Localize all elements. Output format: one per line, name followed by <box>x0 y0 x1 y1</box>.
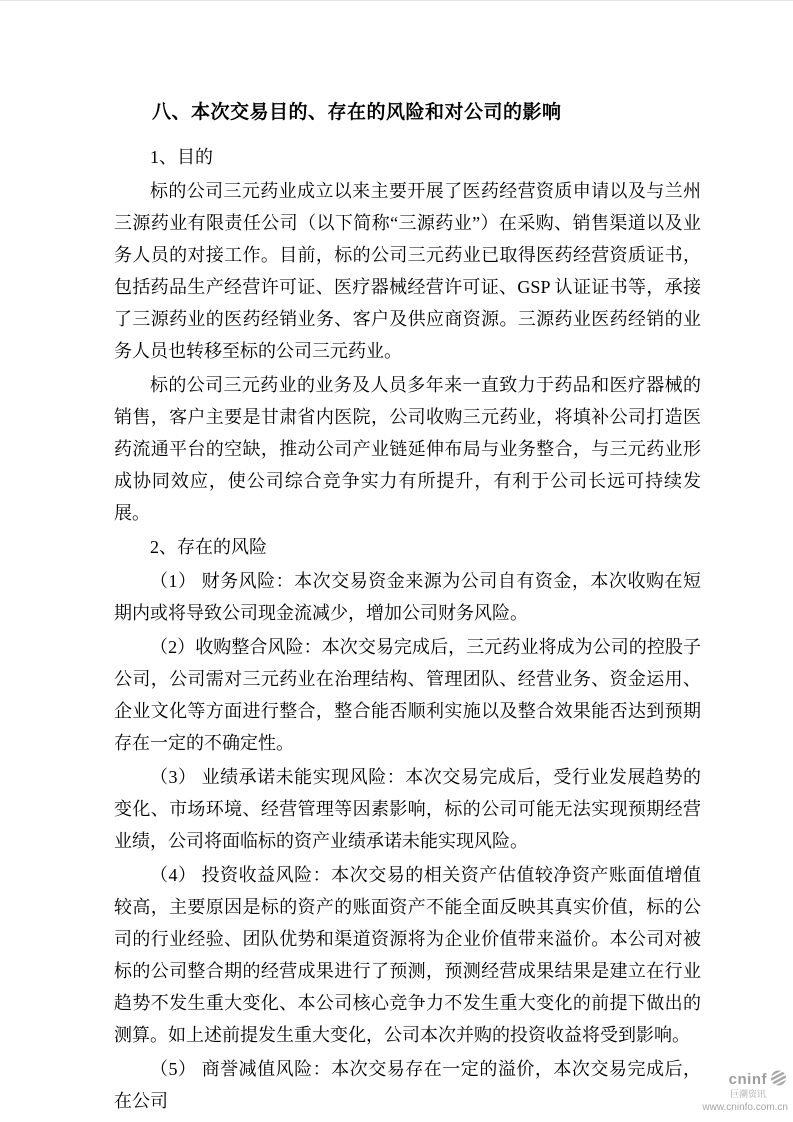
cninfo-swirl-icon <box>769 1069 788 1092</box>
cninfo-logo-url: www.cninfo.com.cn <box>702 1102 788 1113</box>
cninfo-logo-subtext: 巨潮资讯 <box>729 1089 766 1100</box>
paragraph-risk-goodwill-impairment: （5） 商誉减值风险：本次交易存在一定的溢价，本次交易完成后，在公司 <box>114 1059 701 1111</box>
paragraph-risk-integration: （2）收购整合风险：本次交易完成后，三元药业将成为公司的控股子公司，公司需对三元药业在治理结构、管理团队、经营业务、资金运用、企业文化等方面进行整合，整合能否顺利实施以及整合效果能否达到预期存在一定的不确定性。 <box>114 637 701 753</box>
document-body <box>114 97 701 1119</box>
cninfo-logo <box>702 1069 788 1113</box>
paragraph-purpose-1: 标的公司三元药业成立以来主要开展了医药经营资质申请以及与兰州三源药业有限责任公司（以下简称“三源药业”）在采购、销售渠道以及业务人员的对接工作。目前，标的公司三元药业已取得医药经营资质证书，包括药品生产经营许可证、医疗器械经营许可证、GSP 认证证书等，承接了三源药业的医药经销业务、客户及供应商资源。三源药业医药经销的业务人员也转移至标的公司三元药业。 <box>114 181 701 361</box>
paragraph-purpose-2: 标的公司三元药业的业务及人员多年来一直致力于药品和医疗器械的销售，客户主要是甘肃省内医院，公司收购三元药业，将填补公司打造医药流通平台的空缺，推动公司产业链延伸布局与业务整合，与三元药业形成协同效应，使公司综合竞争实力有所提升，有利于公司长远可持续发展。 <box>114 375 701 523</box>
subheading-risks: 2、存在的风险 <box>150 537 267 557</box>
paragraph-risk-financial: （1） 财务风险：本次交易资金来源为公司自有资金，本次收购在短期内或将导致公司现金流减少，增加公司财务风险。 <box>114 571 701 623</box>
section-heading: 八、本次交易目的、存在的风险和对公司的影响 <box>152 102 562 123</box>
paragraph-risk-performance-commitment: （3） 业绩承诺未能实现风险：本次交易完成后，受行业发展趋势的变化、市场环境、经营管理等因素影响，标的公司可能无法实现预期经营业绩，公司将面临标的资产业绩承诺未能实现风险。 <box>114 767 701 851</box>
cninfo-logo-text: cninf <box>728 1070 767 1088</box>
subheading-purpose: 1、目的 <box>150 147 213 167</box>
paragraph-risk-investment-return: （4） 投资收益风险：本次交易的相关资产估值较净资产账面值增值较高，主要原因是标的资产的账面资产不能全面反映其真实价值，标的公司的行业经验、团队优势和渠道资源将为企业价值带来溢价。本公司对被标的公司整合期的经营成果进行了预测，预测经营成果结果是建立在行业趋势不发生重大变化、本公司核心竞争力不发生重大变化的前提下做出的测算。如上述前提发生重大变化，公司本次并购的投资收益将受到影响。 <box>114 865 701 1045</box>
cninfo-logo-row <box>729 1069 788 1092</box>
